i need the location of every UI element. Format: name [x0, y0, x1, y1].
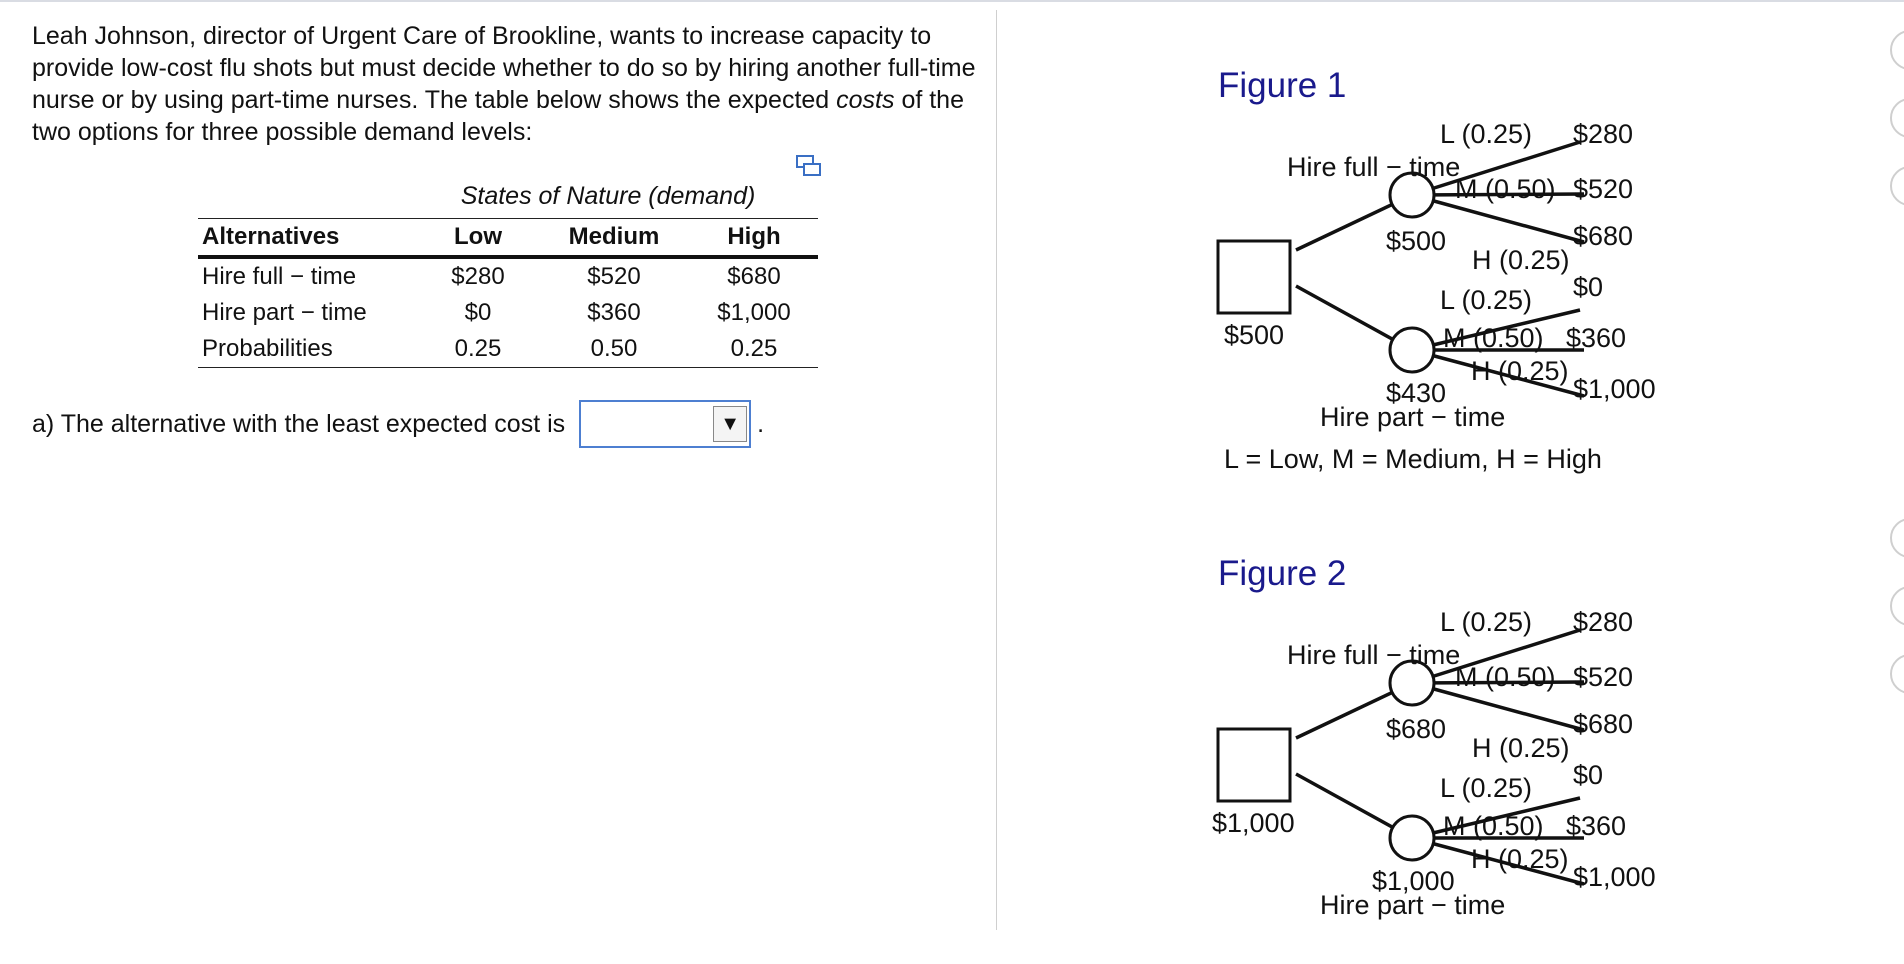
table-row [198, 331, 818, 368]
table-caption: States of Nature (demand) [460, 182, 756, 210]
side-control[interactable] [1890, 586, 1904, 626]
full-label: Hire full − time [1287, 152, 1461, 182]
problem-text-end: of the two options for three possible demand levels: [32, 86, 964, 146]
table-header-row [198, 219, 818, 258]
table-cell: $520 [587, 263, 641, 290]
side-control[interactable] [1890, 30, 1904, 70]
part-M: M (0.50) [1443, 323, 1544, 353]
table-cell: $1,000 [717, 299, 791, 326]
figure-1-tree [1200, 110, 1720, 440]
part-H: H (0.25) [1471, 844, 1569, 874]
figure-legend: L = Low, M = Medium, H = High [1224, 444, 1602, 474]
table-cell: $280 [451, 263, 505, 290]
full-M-val: $520 [1573, 174, 1634, 204]
problem-text: Leah Johnson, director of Urgent Care of Brookline, wants to increase capacity to provide low-cost flu shots but must decide whether to do so by hiring another full-time nurse or by using part-time nurses. The table below shows the expected [32, 22, 976, 114]
side-control[interactable] [1890, 654, 1904, 694]
question-period: . [757, 409, 765, 438]
side-control[interactable] [1890, 518, 1904, 558]
part-ev: $1,000 [1372, 866, 1455, 896]
part-M: M (0.50) [1443, 811, 1544, 841]
part-M-val: $360 [1566, 811, 1627, 841]
full-M-val: $520 [1573, 662, 1634, 692]
decision-value: $1,000 [1212, 808, 1295, 838]
table-row [198, 257, 818, 295]
problem-statement [32, 20, 992, 148]
table-cell: $680 [727, 263, 781, 290]
table-cell: 0.25 [730, 335, 778, 362]
part-H: H (0.25) [1471, 356, 1569, 386]
full-ev: $680 [1386, 714, 1447, 744]
chance-node [1390, 816, 1434, 860]
part-L: L (0.25) [1440, 773, 1533, 803]
part-label: Hire part − time [1320, 890, 1506, 920]
full-L-val: $280 [1573, 119, 1634, 149]
part-L-val: $0 [1573, 272, 1604, 302]
question-a [32, 398, 764, 450]
decision-node [1218, 729, 1290, 801]
part-H-val: $1,000 [1573, 862, 1656, 892]
table-cell: Probabilities [202, 335, 333, 362]
table-cell: $0 [464, 299, 492, 326]
part-H-val: $1,000 [1573, 374, 1656, 404]
table-cell: Hire part − time [202, 299, 367, 326]
figure-1-title: Figure 1 [1218, 66, 1347, 105]
table-row [198, 295, 818, 331]
full-H: H (0.25) [1472, 245, 1570, 275]
full-label: Hire full − time [1287, 640, 1461, 670]
full-M: M (0.50) [1455, 174, 1556, 204]
part-ev: $430 [1386, 378, 1447, 408]
full-L-val: $280 [1573, 607, 1634, 637]
full-L: L (0.25) [1440, 119, 1533, 149]
table-cell: 0.25 [454, 335, 502, 362]
part-label: Hire part − time [1320, 402, 1506, 432]
problem-emphasis: costs [836, 86, 895, 114]
decision-node [1218, 241, 1290, 313]
part-L-val: $0 [1573, 760, 1604, 790]
answer-dropdown[interactable] [579, 400, 751, 448]
full-L: L (0.25) [1440, 607, 1533, 637]
full-H: H (0.25) [1472, 733, 1570, 763]
side-control[interactable] [1890, 98, 1904, 138]
figure-2-tree [1200, 598, 1720, 928]
part-L: L (0.25) [1440, 285, 1533, 315]
figure-2-title: Figure 2 [1218, 554, 1347, 593]
column-header: Alternatives [202, 223, 340, 250]
copy-table-icon[interactable] [796, 155, 822, 177]
dropdown-arrow-icon[interactable]: ▼ [713, 406, 747, 442]
column-header: Medium [568, 223, 660, 250]
column-header: High [727, 223, 781, 250]
table-cell: $360 [587, 299, 641, 326]
part-M-val: $360 [1566, 323, 1627, 353]
cost-table [198, 178, 818, 368]
pane-divider [996, 10, 997, 930]
table-cell: 0.50 [590, 335, 638, 362]
side-control[interactable] [1890, 166, 1904, 206]
full-M: M (0.50) [1455, 662, 1556, 692]
chance-node [1390, 328, 1434, 372]
full-H-val: $680 [1573, 221, 1634, 251]
top-border [0, 0, 1904, 2]
question-prompt: a) The alternative with the least expected cost is [32, 409, 566, 438]
full-ev: $500 [1386, 226, 1447, 256]
full-H-val: $680 [1573, 709, 1634, 739]
column-header: Low [454, 223, 502, 250]
table-cell: Hire full − time [202, 263, 357, 290]
decision-value: $500 [1224, 320, 1285, 350]
